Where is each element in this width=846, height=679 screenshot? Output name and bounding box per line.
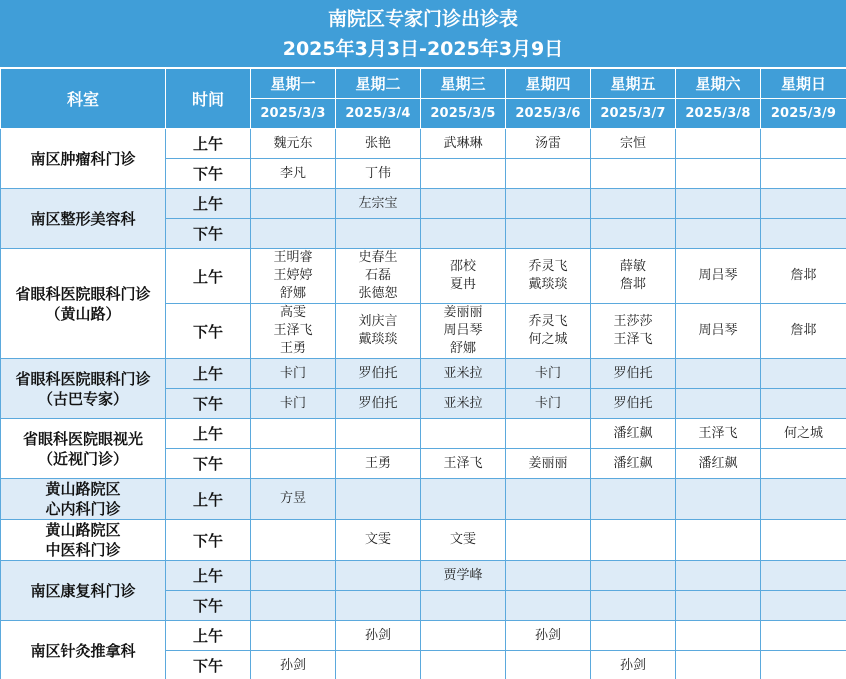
schedule-cell [676, 479, 761, 520]
schedule-cell [591, 449, 676, 479]
schedule-cell [506, 189, 591, 219]
session-time: 下午 [166, 304, 251, 359]
schedule-cell [251, 219, 336, 249]
doctor-name: 王勇 [279, 341, 306, 356]
doctor-name: 史春生 [358, 250, 398, 265]
day-header: 星期三 [421, 69, 506, 99]
doctor-name: 汤雷 [534, 135, 561, 151]
schedule-cell [251, 249, 336, 304]
doctor-name: 姜丽丽 [443, 305, 483, 320]
schedule-cell [591, 249, 676, 304]
schedule-cell [676, 449, 761, 479]
department-cell [1, 621, 166, 679]
schedule-cell [676, 419, 761, 449]
schedule-cell [676, 129, 761, 159]
department-cell [1, 419, 166, 479]
doctor-name: 戴琰琰 [358, 332, 398, 347]
department-cell [1, 520, 166, 561]
schedule-cell [591, 591, 676, 621]
doctor-name: 姜丽丽 [528, 455, 568, 471]
session-time: 上午 [166, 561, 251, 591]
schedule-cell [506, 621, 591, 651]
schedule-row [1, 359, 846, 389]
schedule-cell [761, 219, 846, 249]
session-time: 下午 [166, 591, 251, 621]
schedule-cell [761, 449, 846, 479]
doctor-name: 舒娜 [279, 286, 306, 301]
schedule-cell [676, 561, 761, 591]
schedule-cell [676, 189, 761, 219]
schedule-cell [421, 621, 506, 651]
department-name: （黄山路） [45, 304, 121, 323]
doctor-name: 罗伯托 [613, 395, 653, 411]
schedule-cell [761, 129, 846, 159]
department-name: 省眼科医院眼视光 [22, 429, 143, 448]
schedule-cell [421, 651, 506, 679]
session-time: 上午 [166, 621, 251, 651]
schedule-cell [761, 189, 846, 219]
schedule-cell [761, 304, 846, 359]
schedule-cell [676, 249, 761, 304]
doctor-name: 王泽飞 [273, 323, 313, 338]
doctor-name: 王明睿 [273, 250, 313, 265]
schedule-cell [251, 520, 336, 561]
schedule-cell [421, 561, 506, 591]
schedule-cell [336, 449, 421, 479]
doctor-name: 戴琰琰 [528, 277, 568, 292]
page-title: 南院区专家门诊出诊表 [327, 8, 518, 30]
department-name: （近视门诊） [37, 449, 128, 468]
department-name: 心内科门诊 [45, 500, 121, 518]
schedule-cell [336, 520, 421, 561]
doctor-name: 孙剑 [534, 627, 561, 643]
doctor-name: 卡门 [534, 395, 561, 411]
schedule-cell [761, 249, 846, 304]
doctor-name: 何之城 [528, 332, 568, 347]
schedule-cell [591, 520, 676, 561]
table-header [1, 69, 846, 129]
schedule-cell [676, 651, 761, 679]
doctor-name: 文雯 [449, 532, 476, 547]
doctor-name: 卡门 [279, 395, 306, 411]
doctor-name: 孙剑 [279, 657, 306, 673]
schedule-cell [761, 561, 846, 591]
schedule-body [1, 129, 846, 679]
schedule-cell [336, 419, 421, 449]
schedule-row [1, 129, 846, 159]
schedule-cell [591, 304, 676, 359]
schedule-cell [591, 219, 676, 249]
department-name: 南区肿瘤科门诊 [30, 149, 136, 168]
department-cell [1, 249, 166, 359]
schedule-cell [591, 389, 676, 419]
schedule-cell [676, 520, 761, 561]
doctor-name: 方昱 [279, 491, 306, 506]
date-header: 2025/3/4 [336, 99, 421, 129]
doctor-name: 周吕琴 [698, 268, 738, 283]
day-header: 星期四 [506, 69, 591, 99]
session-time: 下午 [166, 449, 251, 479]
schedule-cell [506, 520, 591, 561]
doctor-name: 孙剑 [619, 657, 646, 673]
schedule-cell [761, 479, 846, 520]
schedule-cell [761, 359, 846, 389]
doctor-name: 文雯 [364, 532, 391, 547]
schedule-cell [761, 419, 846, 449]
doctor-name: 孙剑 [364, 627, 391, 643]
day-header: 星期一 [251, 69, 336, 99]
schedule-cell [591, 419, 676, 449]
session-time: 上午 [166, 479, 251, 520]
doctor-name: 邵校 [449, 259, 476, 274]
schedule-row [1, 479, 846, 520]
schedule-cell [336, 591, 421, 621]
schedule-cell [421, 249, 506, 304]
doctor-name: 周吕琴 [443, 323, 483, 338]
department-name: 南区康复科门诊 [30, 581, 136, 600]
schedule-cell [761, 159, 846, 189]
schedule-cell [676, 304, 761, 359]
doctor-name: 潘红飙 [613, 455, 653, 471]
doctor-name: 石磊 [364, 268, 391, 283]
schedule-row [1, 249, 846, 304]
schedule-cell [506, 591, 591, 621]
schedule-cell [336, 359, 421, 389]
schedule-cell [591, 359, 676, 389]
doctor-name: 罗伯托 [358, 365, 398, 381]
doctor-name: 魏元东 [273, 135, 313, 151]
schedule-cell [761, 520, 846, 561]
schedule-cell [251, 359, 336, 389]
date-header: 2025/3/5 [421, 99, 506, 129]
doctor-name: 舒娜 [449, 341, 476, 356]
department-name: 省眼科医院眼科门诊 [15, 369, 151, 388]
date-header: 2025/3/7 [591, 99, 676, 129]
schedule-cell [506, 219, 591, 249]
schedule-cell [506, 159, 591, 189]
doctor-name: 罗伯托 [613, 365, 653, 381]
department-cell [1, 129, 166, 189]
schedule-cell [761, 591, 846, 621]
schedule-row [1, 419, 846, 449]
doctor-name: 亚米拉 [443, 365, 483, 381]
session-time: 上午 [166, 189, 251, 219]
schedule-table [0, 68, 846, 679]
schedule-cell [421, 189, 506, 219]
doctor-name: 丁伟 [364, 165, 391, 181]
day-header: 星期二 [336, 69, 421, 99]
schedule-cell [676, 621, 761, 651]
schedule-cell [591, 159, 676, 189]
schedule-cell [251, 449, 336, 479]
schedule-cell [591, 621, 676, 651]
doctor-name: 罗伯托 [358, 395, 398, 411]
session-time: 上午 [166, 359, 251, 389]
schedule-cell [251, 651, 336, 679]
schedule-cell [251, 621, 336, 651]
schedule-cell [676, 219, 761, 249]
schedule-cell [591, 561, 676, 591]
doctor-name: 卡门 [279, 365, 306, 381]
doctor-name: 王泽飞 [698, 425, 738, 441]
day-header: 星期六 [676, 69, 761, 99]
doctor-name: 王婷婷 [273, 268, 313, 283]
session-time: 下午 [166, 219, 251, 249]
session-time: 下午 [166, 520, 251, 561]
schedule-cell [421, 591, 506, 621]
schedule-cell [336, 479, 421, 520]
doctor-name: 王莎莎 [613, 314, 653, 329]
schedule-cell [336, 159, 421, 189]
schedule-cell [591, 189, 676, 219]
schedule-cell [591, 129, 676, 159]
date-header: 2025/3/3 [251, 99, 336, 129]
schedule-cell [506, 449, 591, 479]
doctor-name: 周吕琴 [698, 323, 738, 338]
schedule-cell [336, 561, 421, 591]
doctor-name: 王泽飞 [443, 455, 483, 471]
schedule-cell [506, 359, 591, 389]
doctor-name: 乔灵飞 [528, 314, 568, 329]
date-range: 2025年3月3日-2025年3月9日 [282, 38, 564, 60]
schedule-cell [251, 479, 336, 520]
schedule-row [1, 520, 846, 561]
schedule-cell [336, 129, 421, 159]
schedule-cell [251, 129, 336, 159]
schedule-cell [251, 189, 336, 219]
doctor-name: 詹邶 [790, 268, 817, 283]
schedule-cell [676, 389, 761, 419]
doctor-name: 高雯 [279, 305, 306, 320]
schedule-row [1, 561, 846, 591]
day-header: 星期日 [761, 69, 846, 99]
session-time: 下午 [166, 159, 251, 189]
schedule-cell [506, 561, 591, 591]
schedule-cell [591, 479, 676, 520]
doctor-name: 武琳琳 [443, 135, 483, 151]
schedule-cell [591, 651, 676, 679]
department-name: 黄山路院区 [45, 480, 121, 498]
session-time: 上午 [166, 419, 251, 449]
doctor-name: 詹邶 [790, 323, 817, 338]
doctor-name: 薛敏 [619, 259, 646, 274]
schedule-cell [421, 389, 506, 419]
doctor-name: 宗恒 [619, 135, 646, 151]
department-name: （古巴专家） [37, 389, 128, 408]
schedule-cell [336, 651, 421, 679]
doctor-name: 刘庆言 [358, 314, 398, 329]
schedule-cell [761, 651, 846, 679]
doctor-name: 王泽飞 [613, 332, 653, 347]
schedule-cell [421, 304, 506, 359]
schedule-cell [421, 520, 506, 561]
doctor-name: 詹邶 [619, 277, 646, 292]
schedule-row [1, 621, 846, 651]
schedule-cell [251, 591, 336, 621]
schedule-cell [421, 159, 506, 189]
schedule-cell [251, 159, 336, 189]
schedule-cell [506, 651, 591, 679]
doctor-name: 潘红飙 [613, 425, 653, 441]
session-time: 上午 [166, 129, 251, 159]
schedule-cell [336, 621, 421, 651]
schedule-cell [251, 304, 336, 359]
schedule-cell [421, 129, 506, 159]
schedule-cell [336, 249, 421, 304]
schedule-cell [251, 419, 336, 449]
header-row-days [1, 69, 846, 99]
schedule-cell [421, 359, 506, 389]
schedule-cell [506, 389, 591, 419]
doctor-name: 夏冉 [449, 277, 476, 292]
time-header: 时间 [166, 69, 251, 129]
doctor-name: 亚米拉 [443, 395, 483, 411]
doctor-name: 王勇 [364, 455, 391, 471]
doctor-name: 张德恕 [358, 286, 398, 301]
department-cell [1, 479, 166, 520]
department-name: 中医科门诊 [45, 541, 121, 559]
title-banner [0, 0, 846, 68]
schedule-cell [506, 419, 591, 449]
schedule-cell [251, 561, 336, 591]
schedule-cell [336, 219, 421, 249]
schedule-cell [336, 189, 421, 219]
schedule-cell [421, 419, 506, 449]
doctor-name: 贾学峰 [443, 567, 483, 583]
schedule-cell [761, 621, 846, 651]
schedule-cell [336, 304, 421, 359]
doctor-name: 张艳 [364, 135, 391, 151]
doctor-name: 乔灵飞 [528, 259, 568, 274]
department-cell [1, 359, 166, 419]
schedule-cell [676, 591, 761, 621]
department-name: 南区针灸推拿科 [30, 641, 136, 660]
date-header: 2025/3/9 [761, 99, 846, 129]
day-header: 星期五 [591, 69, 676, 99]
schedule-cell [421, 479, 506, 520]
department-cell [1, 561, 166, 621]
schedule-row [1, 189, 846, 219]
doctor-name: 卡门 [534, 365, 561, 381]
department-name: 南区整形美容科 [30, 209, 136, 228]
date-header: 2025/3/6 [506, 99, 591, 129]
schedule-cell [676, 159, 761, 189]
department-header: 科室 [1, 69, 166, 129]
schedule-cell [421, 219, 506, 249]
session-time: 下午 [166, 389, 251, 419]
schedule-cell [761, 389, 846, 419]
session-time: 下午 [166, 651, 251, 679]
doctor-name: 潘红飙 [698, 455, 738, 471]
session-time: 上午 [166, 249, 251, 304]
schedule-cell [421, 449, 506, 479]
schedule-cell [506, 304, 591, 359]
doctor-name: 李凡 [279, 165, 306, 181]
department-cell [1, 189, 166, 249]
schedule-cell [336, 389, 421, 419]
schedule-cell [506, 129, 591, 159]
schedule-cell [676, 359, 761, 389]
department-name: 黄山路院区 [45, 521, 121, 539]
schedule-cell [506, 249, 591, 304]
department-name: 省眼科医院眼科门诊 [15, 284, 151, 303]
doctor-name: 左宗宝 [358, 195, 398, 211]
schedule-cell [506, 479, 591, 520]
date-header: 2025/3/8 [676, 99, 761, 129]
schedule-cell [251, 389, 336, 419]
doctor-name: 何之城 [783, 425, 823, 441]
